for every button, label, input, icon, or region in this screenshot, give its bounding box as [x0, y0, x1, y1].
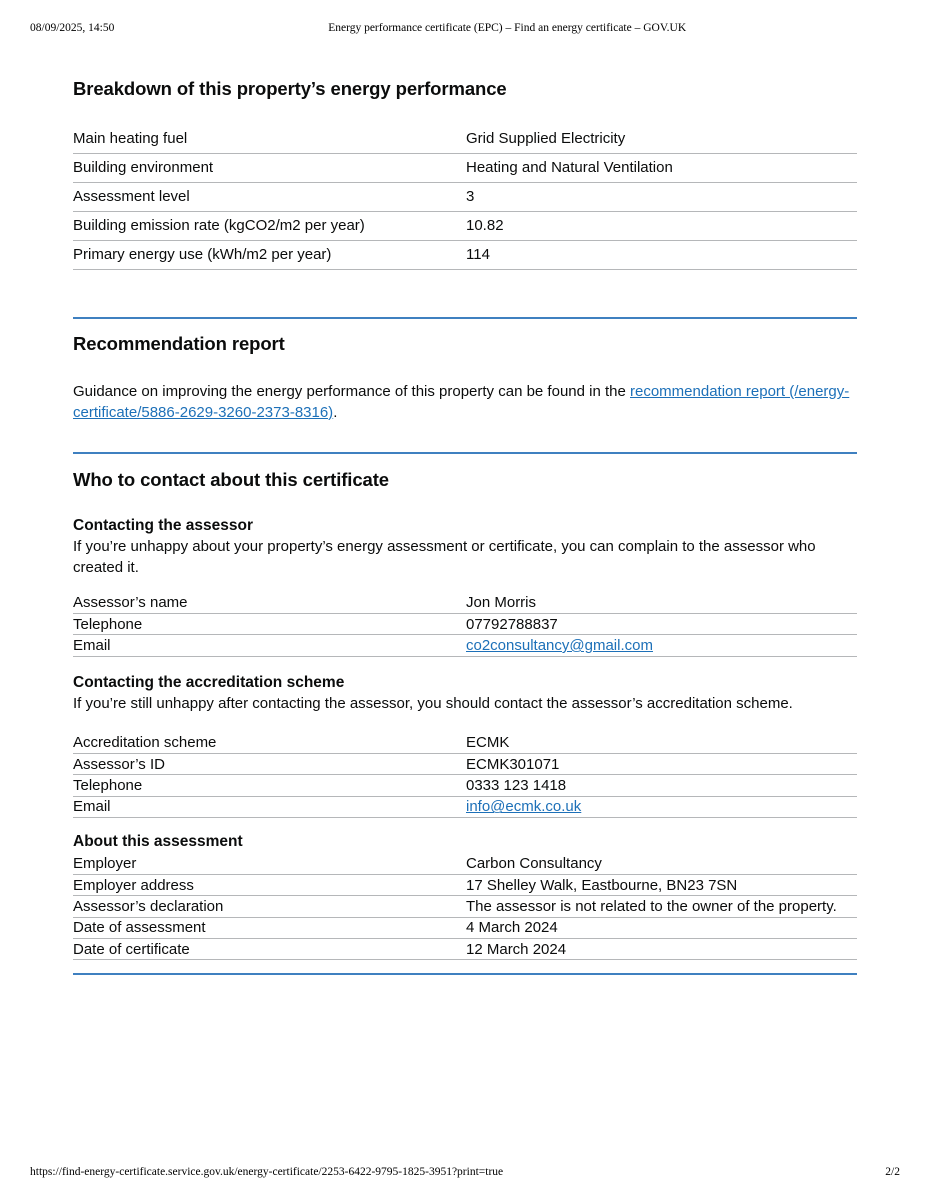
table-row — [73, 796, 857, 817]
table-row — [73, 124, 857, 153]
row-label: Primary energy use (kWh/m2 per year) — [73, 240, 466, 269]
row-value: ECMK — [466, 732, 857, 753]
row-value: Heating and Natural Ventilation — [466, 153, 857, 182]
row-label: Email — [73, 796, 466, 817]
contacting-accreditation-description: If you’re still unhappy after contacting the assessor, you should contact the assessor’s accreditation scheme. — [73, 695, 793, 712]
contacting-assessor-description: If you’re unhappy about your property’s energy assessment or certificate, you can complain to the assessor who created it. — [73, 538, 816, 576]
row-label: Telephone — [73, 775, 466, 796]
row-label: Assessment level — [73, 182, 466, 211]
table-row — [73, 153, 857, 182]
about-assessment-subheading: About this assessment — [73, 833, 243, 850]
row-value: The assessor is not related to the owner of the property. — [466, 896, 857, 917]
recommendation-heading: Recommendation report — [73, 333, 285, 354]
table-row — [73, 211, 857, 240]
breakdown-table — [73, 124, 857, 270]
row-label: Date of certificate — [73, 939, 466, 960]
row-label: Assessor’s name — [73, 592, 466, 613]
accreditation-table — [73, 732, 857, 818]
contact-heading: Who to contact about this certificate — [73, 469, 389, 490]
row-label: Employer — [73, 853, 466, 874]
section-divider — [73, 973, 857, 975]
row-value: 12 March 2024 — [466, 939, 857, 960]
recommendation-paragraph — [73, 382, 857, 423]
section-divider — [73, 452, 857, 454]
table-row — [73, 732, 857, 753]
contacting-assessor-subheading: Contacting the assessor — [73, 517, 254, 534]
row-label: Main heating fuel — [73, 124, 466, 153]
row-label: Assessor’s ID — [73, 753, 466, 774]
table-row — [73, 592, 857, 613]
row-value: 07792788837 — [466, 613, 857, 634]
row-label: Assessor’s declaration — [73, 896, 466, 917]
table-row — [73, 240, 857, 269]
assessor-table — [73, 592, 857, 657]
print-footer-url: https://find-energy-certificate.service.gov.uk/energy-certificate/2253-6422-9795-1825-3951?print=true — [30, 1166, 504, 1178]
row-value: 17 Shelley Walk, Eastbourne, BN23 7SN — [466, 874, 857, 895]
row-value: ECMK301071 — [466, 753, 857, 774]
breakdown-heading: Breakdown of this property’s energy performance — [73, 78, 507, 99]
table-row — [73, 182, 857, 211]
print-datetime: 08/09/2025, 14:50 — [30, 22, 115, 34]
table-row — [73, 753, 857, 774]
row-label: Accreditation scheme — [73, 732, 466, 753]
row-label: Date of assessment — [73, 917, 466, 938]
row-label: Building environment — [73, 153, 466, 182]
table-row — [73, 853, 857, 874]
page-content — [73, 0, 857, 1200]
table-row — [73, 917, 857, 938]
print-footer — [30, 1166, 900, 1178]
table-row — [73, 613, 857, 634]
table-row — [73, 635, 857, 656]
row-value: Carbon Consultancy — [466, 853, 857, 874]
row-value: 114 — [466, 240, 857, 269]
row-value: 10.82 — [466, 211, 857, 240]
table-row — [73, 939, 857, 960]
row-value: Grid Supplied Electricity — [466, 124, 857, 153]
assessment-table — [73, 853, 857, 960]
table-row — [73, 896, 857, 917]
recommendation-text: Guidance on improving the energy performance of this property can be found in the — [73, 383, 630, 400]
row-label: Email — [73, 635, 466, 656]
table-row — [73, 874, 857, 895]
row-label: Building emission rate (kgCO2/m2 per year) — [73, 211, 466, 240]
accreditation-email-link[interactable]: info@ecmk.co.uk — [466, 798, 582, 816]
row-label: Telephone — [73, 613, 466, 634]
section-divider — [73, 317, 857, 319]
recommendation-text-end: . — [333, 403, 338, 421]
contacting-accreditation-subheading: Contacting the accreditation scheme — [73, 674, 345, 691]
recommendation-report-link[interactable]: recommendation report (/energy-certificate/5886-2629-3260-2373-8316) — [73, 383, 850, 421]
assessor-email-link[interactable]: co2consultancy@gmail.com — [466, 636, 653, 654]
row-value: 3 — [466, 182, 857, 211]
table-row — [73, 775, 857, 796]
page-number: 2/2 — [885, 1166, 900, 1178]
row-value: Jon Morris — [466, 592, 857, 613]
row-label: Employer address — [73, 874, 466, 895]
row-value: 0333 123 1418 — [466, 775, 857, 796]
print-document-title: Energy performance certificate (EPC) – Find an energy certificate – GOV.UK — [328, 22, 687, 34]
row-value: 4 March 2024 — [466, 917, 857, 938]
